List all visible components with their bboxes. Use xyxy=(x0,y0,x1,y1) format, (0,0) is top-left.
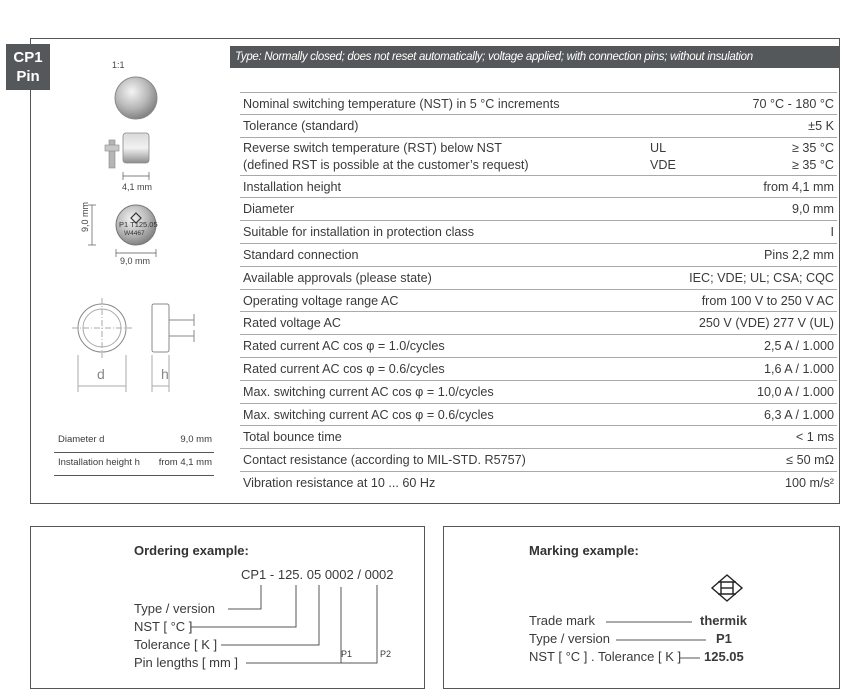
marking-label-type: Type / version xyxy=(529,631,610,646)
spec-row: Total bounce time < 1 ms xyxy=(240,426,837,449)
spec-row: Diameter 9,0 mm xyxy=(240,198,837,221)
ordering-example-box xyxy=(30,526,425,689)
marking-example-box xyxy=(443,526,840,689)
spec-row: Standard connection Pins 2,2 mm xyxy=(240,244,837,267)
pin-length-p2: P2 xyxy=(380,649,392,659)
spec-row: Rated current AC cos φ = 0.6/cycles 1,6 A / 1.000 xyxy=(240,358,837,381)
spec-row: Nominal switching temperature (NST) in 5 °C increments 70 °C - 180 °C xyxy=(240,92,837,115)
marking-label-trademark: Trade mark xyxy=(529,613,595,628)
scale-label: 1:1 xyxy=(112,60,125,70)
spec-row: Max. switching current AC cos φ = 0.6/cycles 6,3 A / 1.000 xyxy=(240,404,837,427)
spec-row: Vibration resistance at 10 ... 60 Hz 100 m/s² xyxy=(243,475,834,490)
specifications-table xyxy=(240,92,837,495)
dimension-row: Diameter d 9,0 mm xyxy=(54,430,214,453)
side-view-image xyxy=(105,133,149,180)
type-description-bar: Type: Normally closed; does not reset automatically; voltage applied; with connection pins; without insulation xyxy=(230,46,840,68)
marking-value-trademark: thermik xyxy=(700,613,747,628)
disc-marking-line1: P1 T125.05 xyxy=(119,220,158,229)
marking-value-type: P1 xyxy=(716,631,732,646)
dimensions-table xyxy=(54,430,214,476)
marking-label-nst: NST [ °C ] . Tolerance [ K ] xyxy=(529,649,682,664)
drawing-label-d: d xyxy=(97,366,105,382)
marking-value-nst: 125.05 xyxy=(704,649,744,664)
spec-row-rst: Reverse switch temperature (RST) below NST (defined RST is possible at the customer’s request) UL VDE ≥ 35 °C ≥ 35 °C xyxy=(240,138,837,176)
marking-title: Marking example: xyxy=(529,543,639,558)
marking-leader-lines xyxy=(444,527,841,690)
height-dimension-label: 4,1 mm xyxy=(122,182,153,192)
spec-row: Operating voltage range AC from 100 V to 250 V AC xyxy=(240,290,837,313)
ordering-label-nst: NST [ °C ] xyxy=(134,619,193,634)
ordering-code: CP1 - 125. 05 0002 / 0002 xyxy=(241,567,394,582)
spec-row: Rated voltage AC 250 V (VDE) 277 V (UL) xyxy=(240,312,837,335)
product-code: CP1 xyxy=(13,49,43,66)
bottom-dimension-label: 9,0 mm xyxy=(120,256,151,266)
product-tab xyxy=(6,44,50,90)
spec-row: Contact resistance (according to MIL-STD. R5757) ≤ 50 mΩ xyxy=(240,449,837,472)
drawing-label-h: h xyxy=(161,366,169,382)
spec-row: Rated current AC cos φ = 1.0/cycles 2,5 A / 1.000 xyxy=(240,335,837,358)
top-view-disc-image xyxy=(115,77,157,119)
spec-row: Available approvals (please state) IEC; VDE; UL; CSA; CQC xyxy=(240,267,837,290)
spec-row: Tolerance (standard) ±5 K xyxy=(240,115,837,138)
marked-disc-image xyxy=(88,205,156,257)
ordering-title: Ordering example: xyxy=(134,543,249,558)
side-technical-drawing xyxy=(152,304,194,392)
ordering-label-type: Type / version xyxy=(134,601,215,616)
ordering-label-tolerance: Tolerance [ K ] xyxy=(134,637,218,652)
ordering-leader-lines xyxy=(31,527,426,690)
spec-row: Max. switching current AC cos φ = 1.0/cycles 10,0 A / 1.000 xyxy=(240,381,837,404)
ordering-label-pins: Pin lengths [ mm ] xyxy=(134,655,239,670)
pin-length-p1: P1 xyxy=(341,649,353,659)
spec-row: Suitable for installation in protection class I xyxy=(240,221,837,244)
side-dimension-label: 9,0 mm xyxy=(80,201,90,232)
dimension-row: Installation height h from 4,1 mm xyxy=(54,453,214,476)
disc-marking-line2: W4467 xyxy=(124,230,145,237)
product-variant: Pin xyxy=(16,68,40,85)
spec-row: Installation height from 4,1 mm xyxy=(240,176,837,199)
